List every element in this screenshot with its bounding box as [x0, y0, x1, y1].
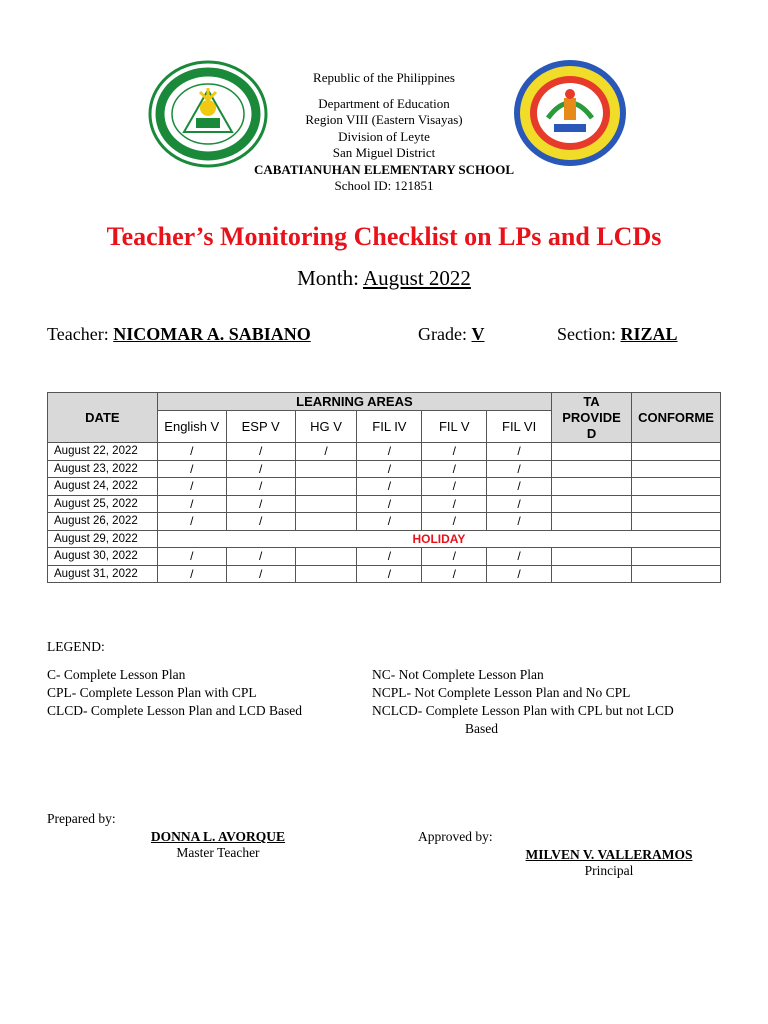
ta-provided-header: TA PROVIDE D — [552, 393, 632, 443]
mark-cell: / — [422, 548, 487, 566]
grade-label: Grade: — [418, 324, 467, 344]
legend-left-column — [47, 666, 302, 720]
ta-cell — [552, 478, 632, 496]
mark-cell: / — [422, 495, 487, 513]
mark-cell: / — [357, 495, 422, 513]
mark-cell: / — [487, 460, 552, 478]
date-header: DATE — [48, 393, 158, 443]
division-line: Division of Leyte — [338, 129, 430, 144]
date-cell: August 25, 2022 — [48, 495, 158, 513]
ta-cell — [552, 495, 632, 513]
mark-cell: / — [487, 513, 552, 531]
mark-cell: / — [226, 460, 295, 478]
mark-cell: / — [157, 565, 226, 583]
mark-cell: / — [157, 548, 226, 566]
table-row — [48, 548, 721, 566]
conforme-cell — [632, 478, 721, 496]
subject-header: FIL IV — [357, 411, 422, 443]
date-cell: August 26, 2022 — [48, 513, 158, 531]
approved-by-name: MILVEN V. VALLERAMOS — [525, 847, 693, 862]
legend-item: CLCD- Complete Lesson Plan and LCD Based — [47, 703, 302, 718]
table-row — [48, 565, 721, 583]
date-cell: August 30, 2022 — [48, 548, 158, 566]
subject-header: English V — [157, 411, 226, 443]
mark-cell: / — [422, 460, 487, 478]
mark-cell: / — [157, 478, 226, 496]
subject-header: ESP V — [226, 411, 295, 443]
date-cell: August 24, 2022 — [48, 478, 158, 496]
mark-cell: / — [226, 443, 295, 461]
monitoring-checklist-table — [47, 392, 721, 583]
section-label: Section: — [557, 324, 616, 344]
table-row — [48, 513, 721, 531]
prepared-by-label: Prepared by: — [47, 811, 116, 826]
mark-cell: / — [487, 565, 552, 583]
ta-cell — [552, 513, 632, 531]
mark-cell — [295, 495, 357, 513]
conforme-cell — [632, 565, 721, 583]
legend-item-continuation: Based — [465, 721, 498, 736]
legend-item: NCLCD- Complete Lesson Plan with CPL but not LCD — [372, 703, 674, 718]
mark-cell: / — [226, 548, 295, 566]
department-line: Department of Education — [318, 96, 450, 111]
mark-cell — [295, 513, 357, 531]
table-row — [48, 478, 721, 496]
teacher-name: NICOMAR A. SABIANO — [113, 324, 311, 344]
ta-cell — [552, 443, 632, 461]
date-cell: August 31, 2022 — [48, 565, 158, 583]
teacher-field — [47, 324, 311, 345]
month-value: August 2022 — [363, 266, 471, 290]
mark-cell: / — [487, 478, 552, 496]
mark-cell: / — [357, 443, 422, 461]
mark-cell: / — [357, 478, 422, 496]
mark-cell: / — [157, 460, 226, 478]
conforme-cell — [632, 443, 721, 461]
table-row — [48, 460, 721, 478]
approved-by-label: Approved by: — [418, 829, 493, 844]
mark-cell: / — [157, 513, 226, 531]
section-field — [557, 324, 678, 345]
mark-cell: / — [157, 443, 226, 461]
mark-cell: / — [226, 565, 295, 583]
section-value: RIZAL — [620, 324, 678, 344]
month-label: Month: — [297, 266, 359, 290]
approved-by-role: Principal — [584, 863, 634, 878]
district-line: San Miguel District — [332, 145, 436, 160]
table-row — [48, 495, 721, 513]
republic-line: Republic of the Philippines — [313, 70, 455, 85]
legend-item: C- Complete Lesson Plan — [47, 667, 186, 682]
legend-right-column — [372, 666, 674, 738]
school-id: School ID: 121851 — [334, 178, 434, 193]
subject-header: FIL VI — [487, 411, 552, 443]
mark-cell: / — [357, 460, 422, 478]
holiday-cell: HOLIDAY — [157, 530, 720, 548]
mark-cell — [295, 565, 357, 583]
grade-field — [418, 324, 484, 345]
mark-cell: / — [422, 478, 487, 496]
school-name: CABATIANUHAN ELEMENTARY SCHOOL — [253, 162, 515, 177]
mark-cell: / — [226, 495, 295, 513]
approved-by-block — [494, 847, 724, 879]
mark-cell: / — [226, 478, 295, 496]
month-line — [0, 266, 768, 291]
document-title: Teacher’s Monitoring Checklist on LPs and LCDs — [106, 222, 662, 251]
mark-cell: / — [357, 513, 422, 531]
legend-item: NC- Not Complete Lesson Plan — [372, 667, 544, 682]
mark-cell: / — [295, 443, 357, 461]
subject-header: FIL V — [422, 411, 487, 443]
date-cell: August 29, 2022 — [48, 530, 158, 548]
mark-cell: / — [226, 513, 295, 531]
prepared-by-block — [118, 829, 318, 861]
learning-areas-header: LEARNING AREAS — [157, 393, 551, 411]
date-cell: August 23, 2022 — [48, 460, 158, 478]
mark-cell — [295, 460, 357, 478]
mark-cell: / — [357, 565, 422, 583]
conforme-cell — [632, 513, 721, 531]
table-row — [48, 443, 721, 461]
conforme-header: CONFORME — [632, 393, 721, 443]
legend-title: LEGEND: — [47, 639, 105, 654]
mark-cell: / — [422, 565, 487, 583]
legend-item: NCPL- Not Complete Lesson Plan and No CPL — [372, 685, 631, 700]
prepared-by-role: Master Teacher — [176, 845, 260, 860]
mark-cell: / — [422, 513, 487, 531]
region-line: Region VIII (Eastern Visayas) — [305, 112, 463, 127]
prepared-by-name: DONNA L. AVORQUE — [150, 829, 286, 844]
conforme-cell — [632, 495, 721, 513]
ta-cell — [552, 548, 632, 566]
subject-header: HG V — [295, 411, 357, 443]
grade-value: V — [471, 324, 485, 344]
mark-cell: / — [487, 443, 552, 461]
ta-cell — [552, 460, 632, 478]
mark-cell — [295, 548, 357, 566]
mark-cell: / — [487, 548, 552, 566]
mark-cell: / — [357, 548, 422, 566]
mark-cell: / — [422, 443, 487, 461]
date-cell: August 22, 2022 — [48, 443, 158, 461]
ta-cell — [552, 565, 632, 583]
legend-item: CPL- Complete Lesson Plan with CPL — [47, 685, 257, 700]
mark-cell — [295, 478, 357, 496]
conforme-cell — [632, 548, 721, 566]
conforme-cell — [632, 460, 721, 478]
table-row-holiday — [48, 530, 721, 548]
mark-cell: / — [157, 495, 226, 513]
mark-cell: / — [487, 495, 552, 513]
teacher-label: Teacher: — [47, 324, 109, 344]
